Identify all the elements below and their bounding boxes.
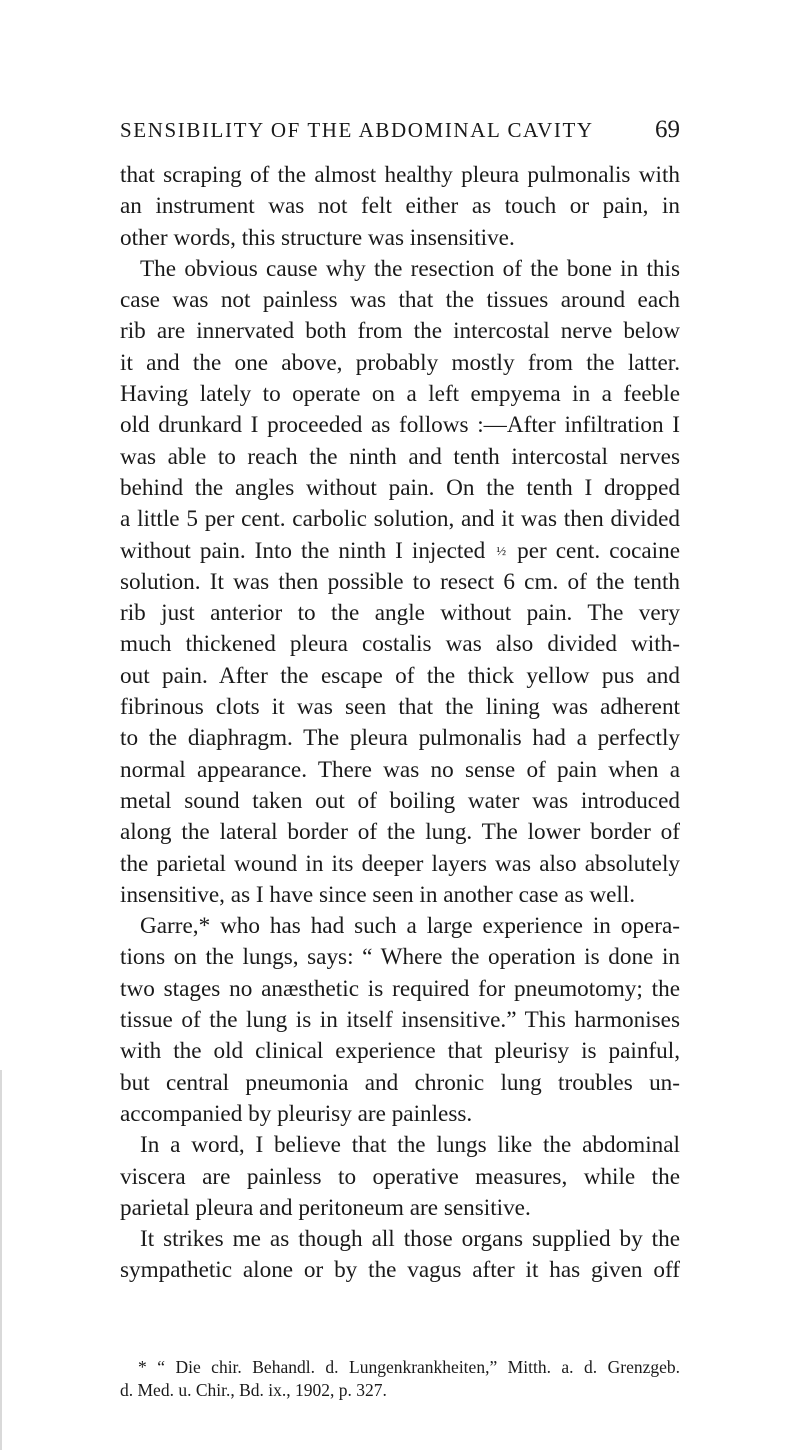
text-line: behind the angles without pain. On the tenth I dropped (120, 474, 680, 501)
page-number: 69 (655, 116, 680, 143)
text-line: viscera are painless to operative measures, while the (120, 1163, 680, 1190)
text-line: out pain. After the escape of the thick yellow pus and (120, 662, 680, 689)
text-line: tissue of the lung is in itself insensitive.” This harmonises (120, 1007, 680, 1034)
text-line: old drunkard I proceeded as follows :—After infiltration I (120, 412, 680, 439)
text-line: much thickened pleura costalis was also divided with- (120, 631, 680, 658)
text-line: Having lately to operate on a left empyema in a feeble (120, 381, 680, 408)
text-segment: without pain. Into the ninth I injected (120, 537, 486, 564)
text-line: two stages no anæsthetic is required for pneumotomy; the (120, 975, 680, 1002)
fraction-half: ½ (496, 542, 507, 558)
text-line: In a word, I believe that the lungs like the abdominal (140, 1132, 680, 1159)
text-line: case was not painless was that the tissues around each (120, 287, 680, 314)
text-line: it and the one above, probably mostly from the latter. (120, 349, 680, 376)
text-line: Garre,* who has had such a large experience in opera- (140, 913, 680, 940)
footnote (120, 1356, 680, 1402)
text-line: rib just anterior to the angle without pain. The very (120, 600, 680, 627)
text-line: along the lateral border of the lung. The lower border of (120, 819, 680, 846)
text-line: tions on the lungs, says: “ Where the operation is done in (120, 944, 680, 971)
text-line: parietal pleura and peritoneum are sensitive. (120, 1194, 531, 1221)
body-text (120, 160, 680, 1287)
text-line: but central pneumonia and chronic lung troubles un- (120, 1069, 680, 1096)
text-line: It strikes me as though all those organs supplied by the (140, 1226, 680, 1253)
text-line: accompanied by pleurisy are painless. (120, 1100, 473, 1127)
text-line: insensitive, as I have since seen in another case as well. (120, 881, 636, 908)
text-line: The obvious cause why the resection of the bone in this (140, 255, 680, 282)
footnote-line: d. Med. u. Chir., Bd. ix., 1902, p. 327. (120, 1380, 387, 1400)
text-line: other words, this structure was insensitive. (120, 224, 515, 251)
text-line: sympathetic alone or by the vagus after it has given off (120, 1257, 680, 1284)
text-line: solution. It was then possible to resect 6 cm. of the tenth (120, 568, 680, 595)
text-line: to the diaphragm. The pleura pulmonalis had a perfectly (120, 725, 680, 752)
text-line: fibrinous clots it was seen that the lining was adherent (120, 694, 680, 721)
page-edge-shadow (0, 1070, 2, 1450)
text-segment: per cent. cocaine (517, 537, 681, 564)
text-line: metal sound taken out of boiling water was introduced (120, 787, 680, 814)
text-line: was able to reach the ninth and tenth intercostal nerves (120, 443, 680, 470)
text-line: normal appearance. There was no sense of pain when a (120, 756, 680, 783)
running-title: SENSIBILITY OF THE ABDOMINAL CAVITY (120, 118, 594, 142)
text-line: that scraping of the almost healthy pleura pulmonalis with (120, 162, 680, 188)
text-line: an instrument was not felt either as touch or pain, in (120, 193, 680, 220)
text-line: rib are innervated both from the intercostal nerve below (120, 318, 680, 345)
page-header (120, 113, 680, 147)
text-line: a little 5 per cent. carbolic solution, and it was then divided (120, 506, 680, 533)
footnote-line: * “ Die chir. Behandl. d. Lungenkrankheiten,” Mitth. a. d. Grenzgeb. (138, 1357, 680, 1377)
text-line: the parietal wound in its deeper layers was also absolutely (120, 850, 680, 877)
text-line: with the old clinical experience that pleurisy is painful, (120, 1038, 680, 1065)
text-line-with-fraction (120, 536, 680, 567)
